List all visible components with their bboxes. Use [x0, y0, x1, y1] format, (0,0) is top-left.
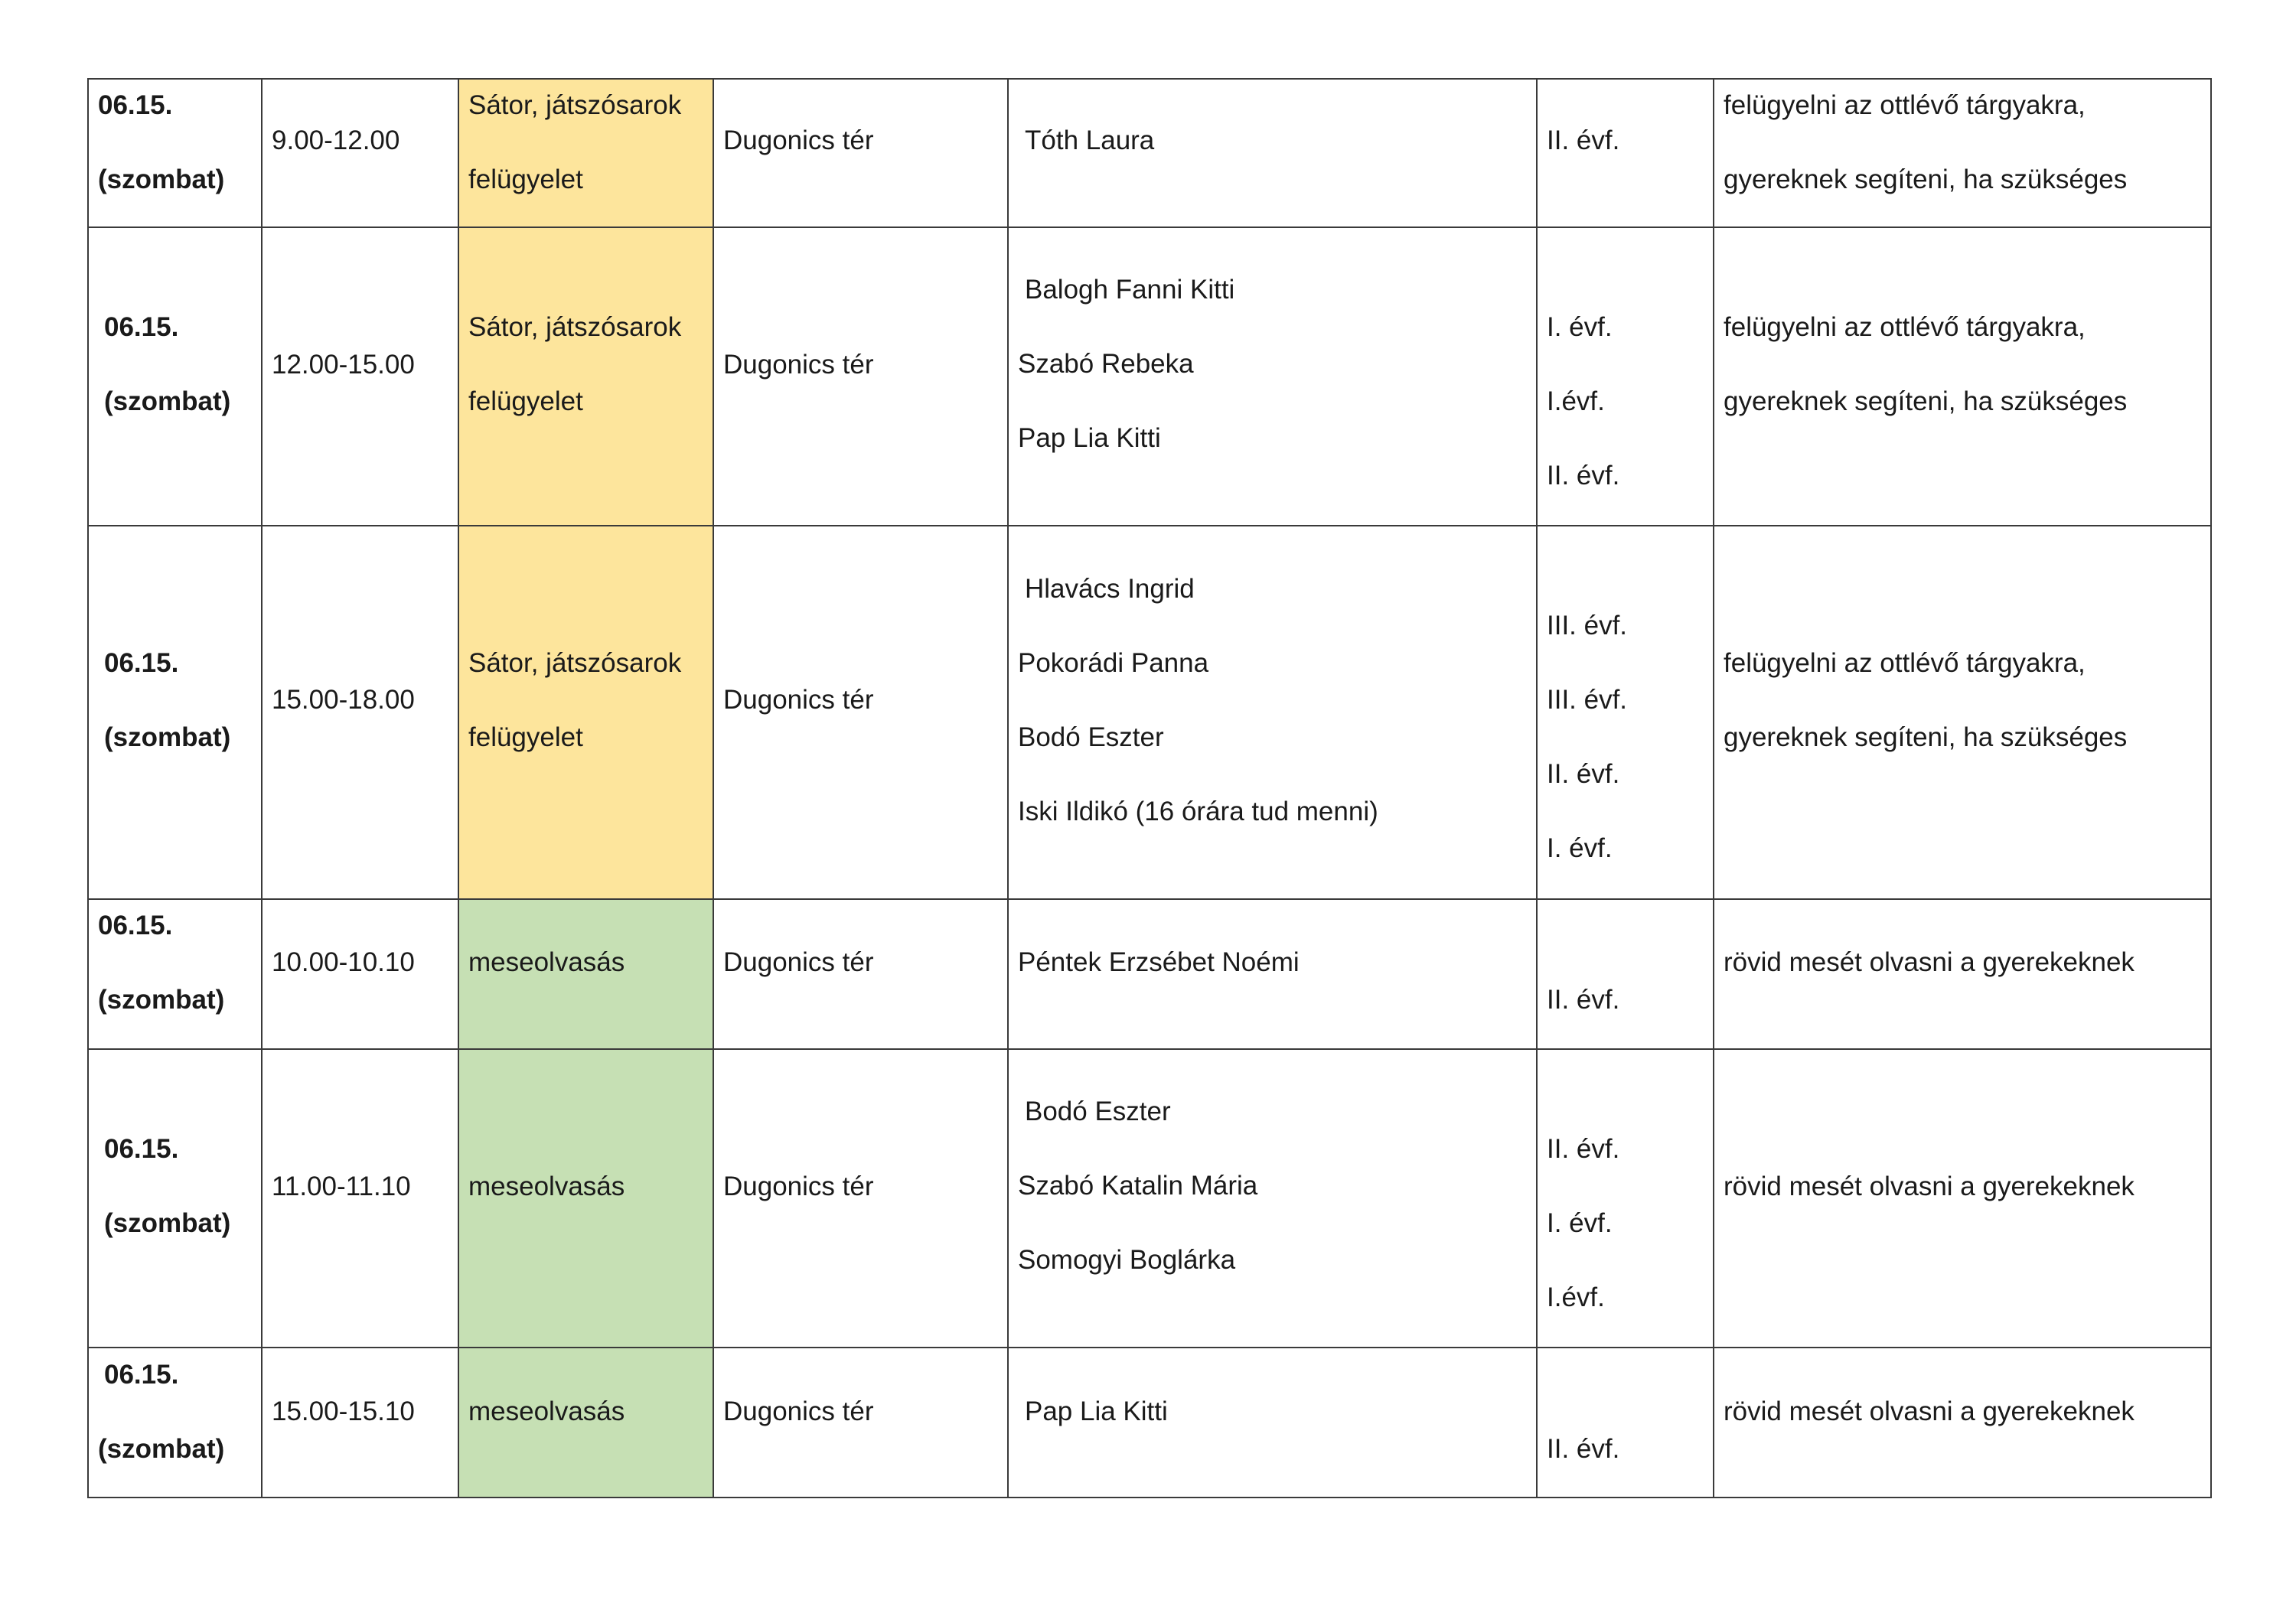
- year-text: III. évf.: [1547, 685, 1628, 715]
- weekday-text: (szombat): [104, 1208, 231, 1238]
- time-text: 15.00-18.00: [272, 685, 415, 715]
- person-name: Somogyi Boglárka: [1018, 1245, 1236, 1275]
- person-name: Hlavács Ingrid: [1025, 574, 1195, 604]
- year-text: II. évf.: [1547, 461, 1620, 490]
- year-text: II. évf.: [1547, 1434, 1620, 1464]
- table-row: [88, 526, 2211, 899]
- location-text: Dugonics tér: [723, 350, 874, 380]
- date-cell: [88, 526, 262, 899]
- weekday-text: (szombat): [98, 985, 225, 1015]
- location-text: Dugonics tér: [723, 1172, 874, 1201]
- weekday-text: (szombat): [98, 165, 225, 194]
- names-cell: [1008, 899, 1537, 1049]
- names-cell: [1008, 1348, 1537, 1498]
- time-cell: [262, 899, 458, 1049]
- person-name: Péntek Erzsébet Noémi: [1018, 947, 1300, 977]
- location-text: Dugonics tér: [723, 685, 874, 715]
- activity-cell: [458, 1049, 713, 1348]
- task-text: felügyelni az ottlévő tárgyakra,: [1724, 90, 2086, 120]
- activity-text: Sátor, játszósarok: [468, 90, 682, 120]
- task-cell: [1714, 1049, 2211, 1348]
- date-text: 06.15.: [104, 312, 179, 342]
- date-cell: [88, 1348, 262, 1498]
- table-row: [88, 227, 2211, 526]
- year-text: I.évf.: [1547, 386, 1605, 416]
- activity-text: felügyelet: [468, 165, 583, 194]
- names-cell: [1008, 227, 1537, 526]
- weekday-text: (szombat): [104, 722, 231, 752]
- location-cell: [713, 79, 1008, 227]
- person-name: Szabó Rebeka: [1018, 349, 1194, 379]
- person-name: Pap Lia Kitti: [1025, 1396, 1168, 1426]
- time-cell: [262, 1049, 458, 1348]
- location-text: Dugonics tér: [723, 1396, 874, 1426]
- year-cell: [1537, 899, 1714, 1049]
- table-row: [88, 1348, 2211, 1498]
- location-cell: [713, 526, 1008, 899]
- task-cell: [1714, 526, 2211, 899]
- task-cell: [1714, 1348, 2211, 1498]
- date-text: 06.15.: [104, 1360, 179, 1390]
- time-text: 12.00-15.00: [272, 350, 415, 380]
- year-text: II. évf.: [1547, 759, 1620, 789]
- location-text: Dugonics tér: [723, 947, 874, 977]
- person-name: Szabó Katalin Mária: [1018, 1171, 1258, 1201]
- year-text: I. évf.: [1547, 1208, 1613, 1238]
- date-cell: [88, 1049, 262, 1348]
- year-text: I.évf.: [1547, 1282, 1605, 1312]
- activity-cell: [458, 526, 713, 899]
- task-text: gyereknek segíteni, ha szükséges: [1724, 165, 2128, 194]
- weekday-text: (szombat): [104, 386, 231, 416]
- task-cell: [1714, 899, 2211, 1049]
- table-row: [88, 899, 2211, 1049]
- task-cell: [1714, 79, 2211, 227]
- names-cell: [1008, 79, 1537, 227]
- date-text: 06.15.: [98, 911, 173, 940]
- location-cell: [713, 227, 1008, 526]
- task-text: rövid mesét olvasni a gyerekeknek: [1724, 1172, 2135, 1201]
- location-cell: [713, 899, 1008, 1049]
- date-text: 06.15.: [104, 1134, 179, 1164]
- year-text: III. évf.: [1547, 611, 1628, 640]
- person-name: Balogh Fanni Kitti: [1025, 275, 1235, 305]
- year-cell: [1537, 227, 1714, 526]
- person-name: Bodó Eszter: [1025, 1097, 1171, 1126]
- task-text: rövid mesét olvasni a gyerekeknek: [1724, 1396, 2135, 1426]
- date-cell: [88, 79, 262, 227]
- task-cell: [1714, 227, 2211, 526]
- date-cell: [88, 227, 262, 526]
- activity-text: Sátor, játszósarok: [468, 648, 682, 678]
- location-cell: [713, 1348, 1008, 1498]
- schedule-table: [87, 78, 2212, 1498]
- activity-text: meseolvasás: [468, 1396, 625, 1426]
- location-cell: [713, 1049, 1008, 1348]
- activity-text: meseolvasás: [468, 947, 625, 977]
- date-text: 06.15.: [98, 90, 173, 120]
- task-text: rövid mesét olvasni a gyerekeknek: [1724, 947, 2135, 977]
- time-cell: [262, 1348, 458, 1498]
- weekday-text: (szombat): [98, 1434, 225, 1464]
- activity-cell: [458, 1348, 713, 1498]
- person-name: Iski Ildikó (16 órára tud menni): [1018, 797, 1378, 826]
- task-text: gyereknek segíteni, ha szükséges: [1724, 386, 2128, 416]
- time-text: 11.00-11.10: [272, 1172, 411, 1201]
- activity-cell: [458, 227, 713, 526]
- year-cell: [1537, 79, 1714, 227]
- person-name: Bodó Eszter: [1018, 722, 1164, 752]
- year-text: II. évf.: [1547, 125, 1620, 155]
- time-text: 9.00-12.00: [272, 125, 400, 155]
- date-cell: [88, 899, 262, 1049]
- year-cell: [1537, 526, 1714, 899]
- location-text: Dugonics tér: [723, 125, 874, 155]
- activity-text: Sátor, játszósarok: [468, 312, 682, 342]
- time-cell: [262, 79, 458, 227]
- year-cell: [1537, 1049, 1714, 1348]
- year-text: I. évf.: [1547, 312, 1613, 342]
- time-cell: [262, 526, 458, 899]
- time-text: 10.00-10.10: [272, 947, 415, 977]
- year-text: I. évf.: [1547, 833, 1613, 863]
- year-text: II. évf.: [1547, 1134, 1620, 1164]
- person-name: Pap Lia Kitti: [1018, 423, 1161, 453]
- activity-text: meseolvasás: [468, 1172, 625, 1201]
- table-row: [88, 1049, 2211, 1348]
- person-name: Pokorádi Panna: [1018, 648, 1209, 678]
- date-text: 06.15.: [104, 648, 179, 678]
- person-name: Tóth Laura: [1025, 125, 1155, 155]
- task-text: felügyelni az ottlévő tárgyakra,: [1724, 648, 2086, 678]
- time-text: 15.00-15.10: [272, 1396, 415, 1426]
- year-text: II. évf.: [1547, 985, 1620, 1015]
- year-cell: [1537, 1348, 1714, 1498]
- task-text: gyereknek segíteni, ha szükséges: [1724, 722, 2128, 752]
- names-cell: [1008, 526, 1537, 899]
- activity-text: felügyelet: [468, 722, 583, 752]
- activity-cell: [458, 79, 713, 227]
- activity-cell: [458, 899, 713, 1049]
- names-cell: [1008, 1049, 1537, 1348]
- activity-text: felügyelet: [468, 386, 583, 416]
- task-text: felügyelni az ottlévő tárgyakra,: [1724, 312, 2086, 342]
- table-row: [88, 79, 2211, 227]
- time-cell: [262, 227, 458, 526]
